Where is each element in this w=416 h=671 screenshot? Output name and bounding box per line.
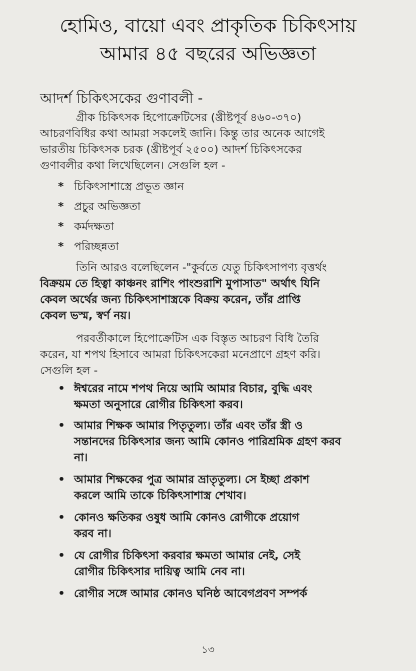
bullet-icon: * (58, 200, 64, 213)
list-item-text: আমার শিক্ষকের পুত্র আমার ভ্রাতৃতুল্য। সে ইচ্ছা প্রকাশ (74, 473, 310, 486)
paragraph-1-line: গুণাবলীর কথা লিখেছিলেন। সেগুলি হল - (40, 159, 226, 172)
list-item-text: কোনও ক্ষতিকর ওষুধ আমি কোনও রোগীকে প্রয়োগ (74, 511, 300, 524)
list-item (58, 510, 299, 525)
bullet-icon: • (58, 382, 66, 395)
section-heading: আদর্শ চিকিৎসকের গুণাবলী - (40, 91, 203, 107)
list-item-continuation: ক্ষমতা অনুসারে রোগীর চিকিৎসা করব। (74, 398, 243, 411)
bullet-icon: • (58, 549, 66, 562)
list-item-text: পরিচ্ছন্নতা (74, 240, 119, 253)
list-item-continuation: করলে আমি তাকে চিকিৎসাশাস্ত্র শেখাব। (74, 489, 247, 502)
bullet-icon: • (58, 473, 66, 486)
list-item-text: প্রচুর অভিজ্ঞতা (74, 200, 141, 213)
paragraph-1-line: আচরণবিধির কথা আমরা সকলেই জানি। কিন্তু তার অনেক আগেই (40, 127, 325, 140)
list-item (58, 179, 184, 194)
list-item-text: রোগীর সঙ্গে আমার কোনও ঘনিষ্ঠ আবেগপ্রবণ সম্পর্ক (74, 587, 308, 600)
bullet-icon: * (58, 180, 64, 193)
list-item-text: যে রোগীর চিকিৎসা করবার ক্ষমতা আমার নেই, সেই (74, 549, 301, 562)
page-number: ১৩ (201, 645, 215, 656)
bullet-icon: • (58, 511, 66, 524)
page-title-line-1: হোমিও, বায়ো এবং প্রাকৃতিক চিকিৎসায় (59, 15, 357, 37)
list-item-continuation: করব না। (74, 527, 112, 540)
paragraph-1-line: ভারতীয় চিকিৎসক চরক (খ্রীষ্টপূর্ব ২৫০০) আদর্শ চিকিৎসকের (40, 143, 302, 156)
list-item (58, 548, 300, 563)
paragraph-2-line: তিনি আরও বলেছিলেন -"কুর্বতে যেতু চিকিৎসাপণ্য বৃত্তর্থং (76, 261, 327, 274)
list-item-text: আমার শিক্ষক আমার পিতৃতুল্য। তাঁর এবং তাঁর স্ত্রী ও (74, 419, 303, 432)
paragraph-2-line: কেবল ভস্ম, স্বর্ণ নয়। (40, 309, 131, 322)
paragraph-2-line: কেবল অর্থের জন্য চিকিৎসাশাস্ত্রকে বিক্রয় করেন, তাঁর প্রাপ্তি (40, 293, 301, 306)
bullet-icon: • (58, 587, 66, 600)
bullet-icon: * (58, 220, 64, 233)
list-item (58, 239, 119, 254)
paragraph-2-line: বিক্রয়ম তে হিত্বা কাঞ্চনং রাশিং পাংশুরাশি মুপাসাত" অর্থাৎ যিনি (40, 277, 320, 290)
list-item (58, 219, 114, 234)
bullet-icon: • (58, 419, 66, 432)
list-item-continuation: না। (74, 451, 88, 464)
list-item-continuation: সন্তানদের চিকিৎসার জন্য আমি কোনও পারিশ্রমিক গ্রহণ করব (74, 435, 342, 448)
list-item (58, 199, 141, 214)
list-item-continuation: রোগীর চিকিৎসার দায়িত্ব আমি নেব না। (74, 565, 245, 578)
list-item (58, 418, 303, 433)
list-item (58, 472, 309, 487)
page-title-line-2: আমার ৪৫ বছরের অভিজ্ঞতা (99, 43, 317, 65)
paragraph-3-line: পরবর্তীকালে হিপোক্রেটিস এক বিস্তৃত আচরণ বিধি তৈরি (76, 332, 319, 345)
list-item (58, 381, 312, 396)
list-item-text: ঈশ্বরের নামে শপথ নিয়ে আমি আমার বিচার, বুদ্ধি এবং (74, 382, 313, 395)
list-item (58, 586, 307, 601)
paragraph-1-line: গ্রীক চিকিৎসক হিপোক্রেটিসের (খ্রীষ্টপূর্ব ৪৬০-৩৭০) (76, 111, 302, 124)
list-item-text: চিকিৎসাশাস্ত্রে প্রভূত জ্ঞান (74, 180, 184, 193)
paragraph-3-line: করেন, যা শপথ হিসাবে আমরা চিকিৎসকেরা মনেপ্রাণে গ্রহণ করি। (40, 348, 321, 361)
bullet-icon: * (58, 240, 64, 253)
list-item-text: কর্মদক্ষতা (74, 220, 114, 233)
paragraph-3-line: সেগুলি হল - (40, 364, 98, 377)
